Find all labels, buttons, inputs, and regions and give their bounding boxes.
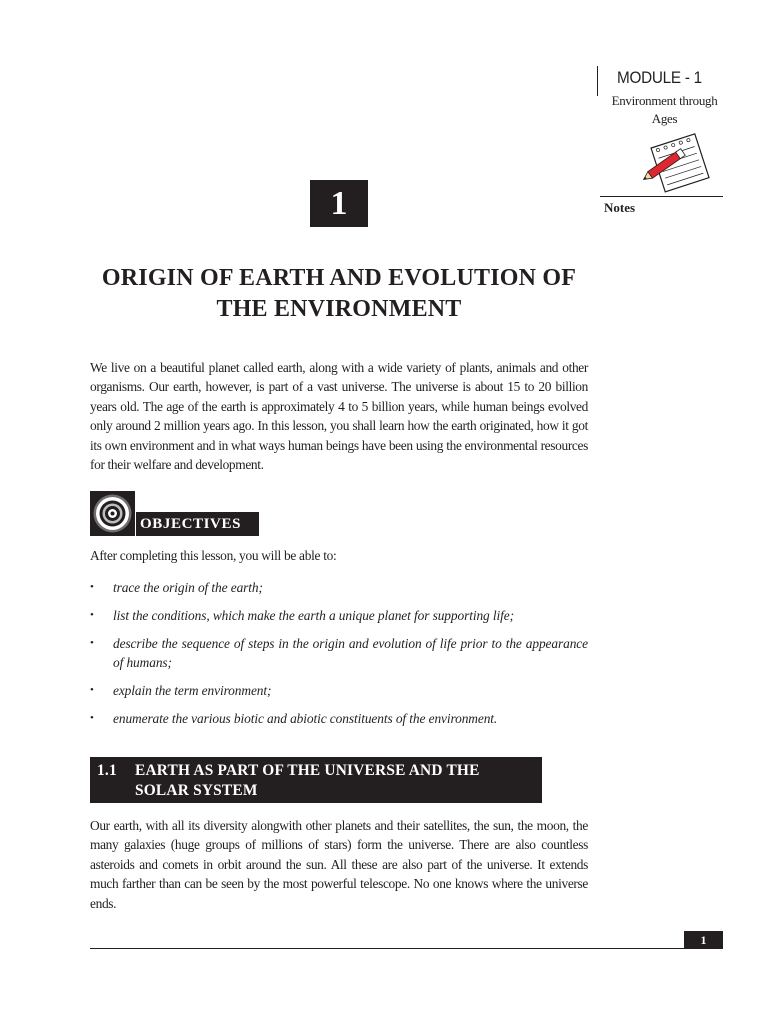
objective-text: describe the sequence of steps in the origin and evolution of life prior to the appearance of humans; [113, 636, 588, 671]
bullet-icon: • [90, 684, 94, 697]
section-number: 1.1 [97, 762, 117, 779]
list-item [90, 681, 588, 700]
notes-label: Notes [604, 200, 636, 215]
section-title [135, 761, 535, 801]
module-label: MODULE - 1 [617, 68, 702, 87]
objectives-list [90, 578, 588, 737]
objective-text: enumerate the various biotic and abiotic constituents of the environment. [113, 711, 498, 727]
bullet-icon: • [90, 712, 94, 725]
target-objectives-icon [90, 491, 135, 536]
chapter-number: 1 [310, 180, 368, 227]
bullet-icon: • [90, 581, 94, 593]
list-item [90, 578, 588, 597]
objectives-lead: After completing this lesson, you will be able to: [90, 548, 337, 563]
module-subtitle [597, 92, 732, 128]
list-item [90, 709, 588, 728]
module-subtitle-line2: Ages [651, 111, 678, 126]
section-paragraph: Our earth, with all its diversity alongwith other planets and their satellites, the sun, the moon, the many galaxies (huge groups of millions of stars) form the universe. There are also countless asteroids and comets in orbit around the sun. All these are also part of the universe. It extends much farther than can be seen by the most powerful telescope. No one knows where the universe ends. [90, 818, 588, 911]
notes-divider [600, 196, 723, 197]
bullet-icon: • [90, 609, 94, 621]
list-item [90, 606, 588, 625]
chapter-title-line2: THE ENVIRONMENT [216, 296, 462, 322]
page-number: 1 [684, 931, 723, 949]
section-title-line2: SOLAR SYSTEM [135, 782, 258, 799]
module-subtitle-line1: Environment through [611, 93, 718, 108]
objective-text: explain the term environment; [113, 683, 272, 699]
objectives-heading: OBJECTIVES [136, 512, 259, 536]
footer-divider [90, 948, 723, 949]
section-heading [90, 757, 542, 803]
chapter-title-line1: ORIGIN OF EARTH AND EVOLUTION OF [101, 265, 577, 291]
bullet-icon: • [90, 637, 94, 649]
objective-text: trace the origin of the earth; [113, 580, 263, 595]
chapter-title [88, 263, 590, 325]
section-title-line1: EARTH AS PART OF THE UNIVERSE AND THE [135, 762, 480, 779]
intro-paragraph: We live on a beautiful planet called earth, along with a wide variety of plants, animals and other organisms. Our earth, however, is part of a vast universe. The universe is about 15 to 20 billion years old. The age of the earth is approximately 4 to 5 billion years, while human beings evolved only around 2 million years ago. In this lesson, you shall learn how the earth originated, how it got its own environment and in what ways human beings have been using the environmental resources for their welfare and development. [90, 360, 588, 473]
list-item [90, 634, 588, 673]
pencil-notepad-icon [640, 132, 712, 194]
objective-text: list the conditions, which make the earth a unique planet for supporting life; [113, 608, 514, 623]
